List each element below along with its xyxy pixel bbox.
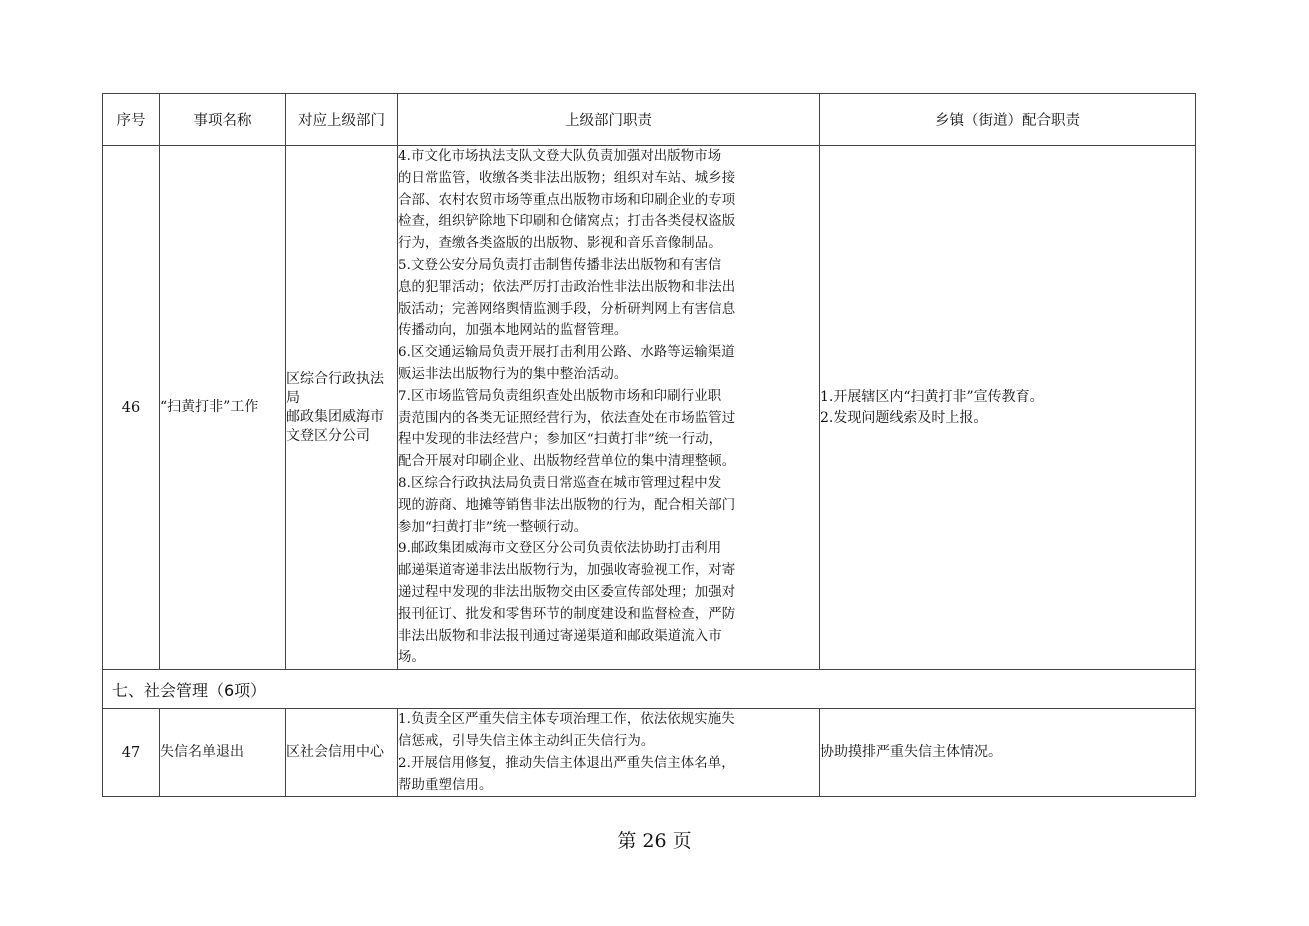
table-row <box>103 709 1196 797</box>
duty-line: 现的游商、地摊等销售非法出版物的行为，配合相关部门 <box>398 497 736 513</box>
duty-line: 报刊征订、批发和零售环节的制度建设和监督检查，严防 <box>398 606 736 622</box>
duty-line: 帮助重塑信用。 <box>398 777 493 793</box>
duty-line: 场。 <box>398 650 425 666</box>
duty-line: 非法出版物和非法报刊通过寄递渠道和邮政渠道流入市 <box>398 628 722 644</box>
item-name: “扫黄打非”工作 <box>160 146 286 670</box>
duty-line: 配合开展对印刷企业、出版物经营单位的集中清理整顿。 <box>398 454 736 470</box>
dept-name: 区综合行政执法局 <box>286 370 384 406</box>
duty-line: 版活动；完善网络舆情监测手段，分析研判网上有害信息 <box>398 301 736 317</box>
section-title: 七、社会管理（6项） <box>103 670 1196 709</box>
duty-line: 的日常监管，收缴各类非法出版物；组织对车站、城乡接 <box>398 170 736 186</box>
duty-cell <box>398 709 820 797</box>
duty-line: 责范围内的各类无证照经营行为，依法查处在市场监管过 <box>398 410 736 426</box>
section-row <box>103 670 1196 709</box>
duty-line: 传播动向，加强本地网站的监督管理。 <box>398 323 628 339</box>
duty-line: 行为，查缴各类盗版的出版物、影视和音乐音像制品。 <box>398 236 722 252</box>
row-number: 46 <box>103 146 160 670</box>
coop-text: 协助摸排严重失信主体情况。 <box>820 709 1196 797</box>
duty-line: 2.开展信用修复，推动失信主体退出严重失信主体名单， <box>398 755 735 771</box>
duty-line: 合部、农村农贸市场等重点出版物市场和印刷企业的专项 <box>398 192 736 208</box>
header-seq: 序号 <box>103 94 160 146</box>
duty-line: 检查，组织铲除地下印刷和仓储窝点；打击各类侵权盗版 <box>398 214 736 230</box>
header-dept: 对应上级部门 <box>286 94 398 146</box>
duty-line: 贩运非法出版物行为的集中整治活动。 <box>398 366 628 382</box>
duty-line: 1.负责全区严重失信主体专项治理工作，依法依规实施失 <box>398 712 735 728</box>
duty-line: 5.文登公安分局负责打击制售传播非法出版物和有害信 <box>398 257 722 273</box>
duty-line: 6.区交通运输局负责开展打击利用公路、水路等运输渠道 <box>398 345 735 361</box>
dept-name: 邮政集团威海市文登区分公司 <box>286 408 384 444</box>
dept-cell <box>286 146 398 670</box>
duty-line: 9.邮政集团威海市文登区分公司负责依法协助打击利用 <box>398 541 722 557</box>
duty-cell <box>398 146 820 670</box>
coop-line: 1.开展辖区内“扫黄打非”宣传教育。 <box>820 388 1044 405</box>
item-name: 失信名单退出 <box>160 709 286 797</box>
responsibility-table <box>102 93 1196 797</box>
duty-line: 息的犯罪活动；依法严厉打击政治性非法出版物和非法出 <box>398 279 736 295</box>
header-duty: 上级部门职责 <box>398 94 820 146</box>
duty-line: 程中发现的非法经营户；参加区“扫黄打非”统一行动， <box>398 432 723 448</box>
duty-line: 递过程中发现的非法出版物交由区委宣传部处理；加强对 <box>398 584 736 600</box>
header-coop: 乡镇（街道）配合职责 <box>820 94 1196 146</box>
page-number: 第 26 页 <box>617 830 692 852</box>
coop-cell <box>820 146 1196 670</box>
header-item-name: 事项名称 <box>160 94 286 146</box>
duty-line: 邮递渠道寄递非法出版物行为，加强收寄验视工作，对寄 <box>398 563 736 579</box>
row-number: 47 <box>103 709 160 797</box>
duty-line: 信惩戒，引导失信主体主动纠正失信行为。 <box>398 733 655 749</box>
table-row <box>103 146 1196 670</box>
duty-line: 8.区综合行政执法局负责日常巡查在城市管理过程中发 <box>398 475 722 491</box>
duty-line: 4.市文化市场执法支队文登大队负责加强对出版物市场 <box>398 149 722 164</box>
dept-name: 区社会信用中心 <box>286 709 398 797</box>
table-header-row <box>103 94 1196 146</box>
duty-line: 7.区市场监管局负责组织查处出版物市场和印刷行业职 <box>398 388 722 404</box>
coop-line: 2.发现问题线索及时上报。 <box>820 409 988 426</box>
duty-line: 参加“扫黄打非”统一整顿行动。 <box>398 519 588 535</box>
